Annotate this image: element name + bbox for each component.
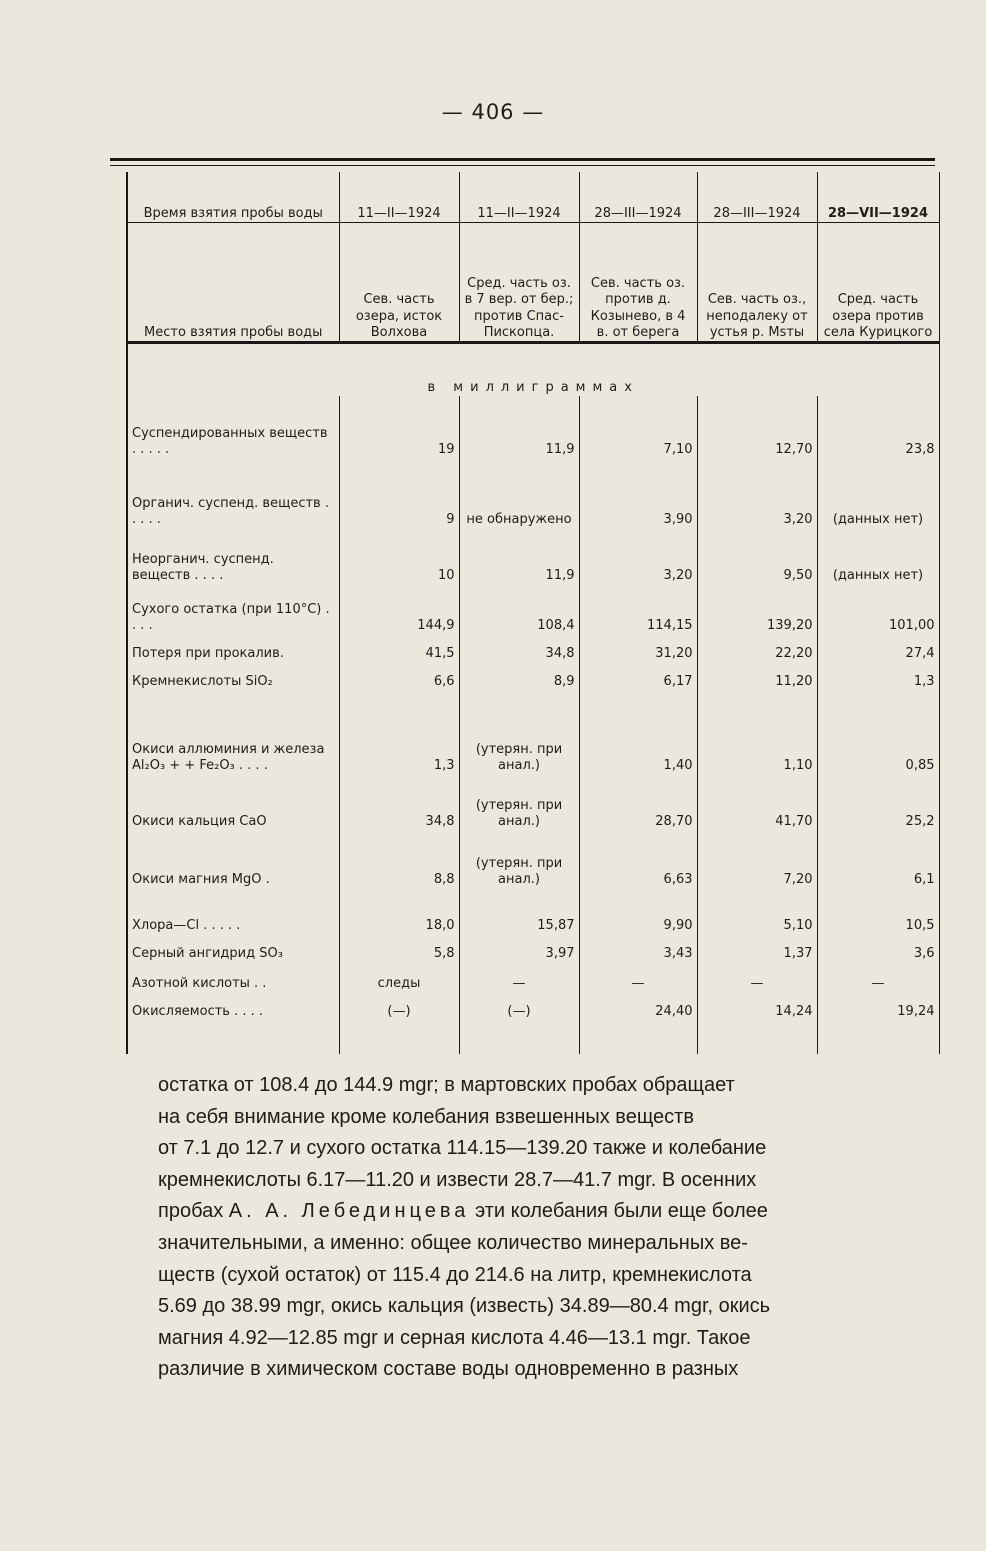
table-cell: 24,40 <box>579 992 697 1020</box>
column-date: 28—III—1924 <box>579 172 697 223</box>
row-label: Неорганич. суспенд. веществ . . . . <box>127 528 339 584</box>
table-cell: следы <box>339 962 459 992</box>
table-cell: 6,17 <box>579 662 697 690</box>
table-row <box>127 584 939 634</box>
table-row <box>127 690 939 774</box>
table-cell: 9 <box>339 458 459 528</box>
row-label: Окиси магния MgO . <box>127 830 339 888</box>
text-line <box>158 1196 906 1228</box>
table-cell: 6,6 <box>339 662 459 690</box>
table-cell: 41,70 <box>697 774 817 830</box>
table-cell: 3,97 <box>459 934 579 962</box>
table-cell: — <box>579 962 697 992</box>
row-label: Сухого остатка (при 110°С) . . . . <box>127 584 339 634</box>
table-cell: 8,9 <box>459 662 579 690</box>
table-cell: 3,90 <box>579 458 697 528</box>
table-cell: 34,8 <box>459 634 579 662</box>
table-row <box>127 774 939 830</box>
table-cell: 144,9 <box>339 584 459 634</box>
text-line: кремнекислоты 6.17—11.20 и извести 28.7—41.7 mgr. В осенних <box>158 1168 757 1191</box>
table-cell: 6,1 <box>817 830 939 888</box>
row-label: Окиси кальция CaO <box>127 774 339 830</box>
table-cell: 5,10 <box>697 888 817 934</box>
table-cell: 31,20 <box>579 634 697 662</box>
table-cell: не обнаружено <box>459 458 579 528</box>
table-cell: (утерян. при анал.) <box>459 830 579 888</box>
table-cell: 9,90 <box>579 888 697 934</box>
text-line: от 7.1 до 12.7 и сухого остатка 114.15—139.20 также и колебание <box>158 1137 767 1160</box>
table-cell: 1,3 <box>817 662 939 690</box>
table-cell: 18,0 <box>339 888 459 934</box>
column-place: Сев. часть озера, исток Волхова <box>339 223 459 343</box>
row-label: Окиси аллюминия и железа Al₂O₃ + + Fe₂O₃ . . . . <box>127 690 339 774</box>
text-line: ществ (сухой остаток) от 115.4 до 214.6 на литр, кремнекислота <box>158 1263 752 1286</box>
table-cell: (данных нет) <box>817 528 939 584</box>
table-cell: 34,8 <box>339 774 459 830</box>
data-table-container <box>126 172 938 1032</box>
row-label: Органич. суспенд. веществ . . . . . <box>127 458 339 528</box>
table-row <box>127 458 939 528</box>
top-rule-thin <box>110 165 935 166</box>
table-cell: 108,4 <box>459 584 579 634</box>
table-cell: 9,50 <box>697 528 817 584</box>
units-row <box>127 343 939 397</box>
table-cell: (утерян. при анал.) <box>459 690 579 774</box>
table-cell: 25,2 <box>817 774 939 830</box>
text-fragment: пробах <box>158 1200 224 1223</box>
column-date: 11—II—1924 <box>459 172 579 223</box>
table-row <box>127 396 939 458</box>
table-filler-row <box>127 1020 939 1054</box>
units-label: в миллиграммах <box>127 343 939 397</box>
table-cell: — <box>817 962 939 992</box>
row-label: Суспендированных веществ . . . . . <box>127 396 339 458</box>
table-cell: 12,70 <box>697 396 817 458</box>
row-label: Азотной кислоты . . <box>127 962 339 992</box>
table-cell: 22,20 <box>697 634 817 662</box>
table-cell: 41,5 <box>339 634 459 662</box>
table-cell: 23,8 <box>817 396 939 458</box>
header-row-date <box>127 172 939 223</box>
column-place: Сев. часть оз. против д. Козынево, в 4 в. от берега <box>579 223 697 343</box>
row-header-date: Время взятия пробы воды <box>127 172 339 223</box>
table-cell: 101,00 <box>817 584 939 634</box>
page-number: — 406 — <box>441 100 545 124</box>
row-label: Серный ангидрид SO₃ <box>127 934 339 962</box>
table-row <box>127 528 939 584</box>
top-rule <box>110 158 935 161</box>
table-cell: 27,4 <box>817 634 939 662</box>
text-line: остатка от 108.4 до 144.9 mgr; в мартовских пробах обращает <box>158 1074 735 1096</box>
table-cell: 15,87 <box>459 888 579 934</box>
table-row <box>127 634 939 662</box>
table-cell: 1,40 <box>579 690 697 774</box>
table-cell: 28,70 <box>579 774 697 830</box>
row-label: Окисляемость . . . . <box>127 992 339 1020</box>
table-cell: 10,5 <box>817 888 939 934</box>
table-cell: 1,10 <box>697 690 817 774</box>
table-row <box>127 888 939 934</box>
author-name: А. А. Лебединцева <box>228 1200 470 1223</box>
row-header-place: Место взятия пробы воды <box>127 223 339 343</box>
column-place: Сред. часть озера против села Курицкого <box>817 223 939 343</box>
table-cell: (—) <box>459 992 579 1020</box>
table-cell: 11,20 <box>697 662 817 690</box>
table-cell: — <box>697 962 817 992</box>
table-row <box>127 962 939 992</box>
column-date: 11—II—1924 <box>339 172 459 223</box>
table-cell: (—) <box>339 992 459 1020</box>
column-place: Сев. часть оз., неподалеку от устья р. Msты <box>697 223 817 343</box>
text-line: на себя внимание кроме колебания взвешенных веществ <box>158 1105 694 1128</box>
table-row <box>127 992 939 1020</box>
table-cell: 14,24 <box>697 992 817 1020</box>
table-row <box>127 662 939 690</box>
row-label: Потеря при прокалив. <box>127 634 339 662</box>
data-table <box>126 172 940 1054</box>
table-cell: 19 <box>339 396 459 458</box>
table-cell: (утерян. при анал.) <box>459 774 579 830</box>
table-cell: 3,6 <box>817 934 939 962</box>
table-cell: 5,8 <box>339 934 459 962</box>
text-line: значительными, а именно: общее количество минеральных ве- <box>158 1231 748 1254</box>
table-cell: 114,15 <box>579 584 697 634</box>
table-cell: 3,20 <box>579 528 697 584</box>
text-line: 5.69 до 38.99 mgr, окись кальция (известь) 34.89—80.4 mgr, окись <box>158 1295 771 1318</box>
table-cell: 1,3 <box>339 690 459 774</box>
table-cell: 1,37 <box>697 934 817 962</box>
table-cell: — <box>459 962 579 992</box>
table-cell: (данных нет) <box>817 458 939 528</box>
table-cell: 6,63 <box>579 830 697 888</box>
body-text <box>158 1070 906 1386</box>
table-cell: 3,20 <box>697 458 817 528</box>
table-cell: 10 <box>339 528 459 584</box>
table-cell: 139,20 <box>697 584 817 634</box>
text-line: магния 4.92—12.85 mgr и серная кислота 4.46—13.1 mgr. Такое <box>158 1326 751 1349</box>
row-label: Кремнекислоты SiO₂ <box>127 662 339 690</box>
table-cell: 7,10 <box>579 396 697 458</box>
column-date: 28—III—1924 <box>697 172 817 223</box>
column-date: 28—VII—1924 <box>817 172 939 223</box>
table-cell: 11,9 <box>459 396 579 458</box>
table-cell: 3,43 <box>579 934 697 962</box>
table-cell: 0,85 <box>817 690 939 774</box>
table-cell: 8,8 <box>339 830 459 888</box>
column-place: Сред. часть оз. в 7 вер. от бер.; против Спас-Пископца. <box>459 223 579 343</box>
table-cell: 11,9 <box>459 528 579 584</box>
header-row-place <box>127 223 939 343</box>
table-row <box>127 934 939 962</box>
table-cell: 19,24 <box>817 992 939 1020</box>
table-cell: 7,20 <box>697 830 817 888</box>
table-row <box>127 830 939 888</box>
text-line: различие в химическом составе воды одновременно в разных <box>158 1358 739 1381</box>
row-label: Хлора—Cl . . . . . <box>127 888 339 934</box>
text-fragment: эти колебания были еще более <box>474 1200 768 1223</box>
